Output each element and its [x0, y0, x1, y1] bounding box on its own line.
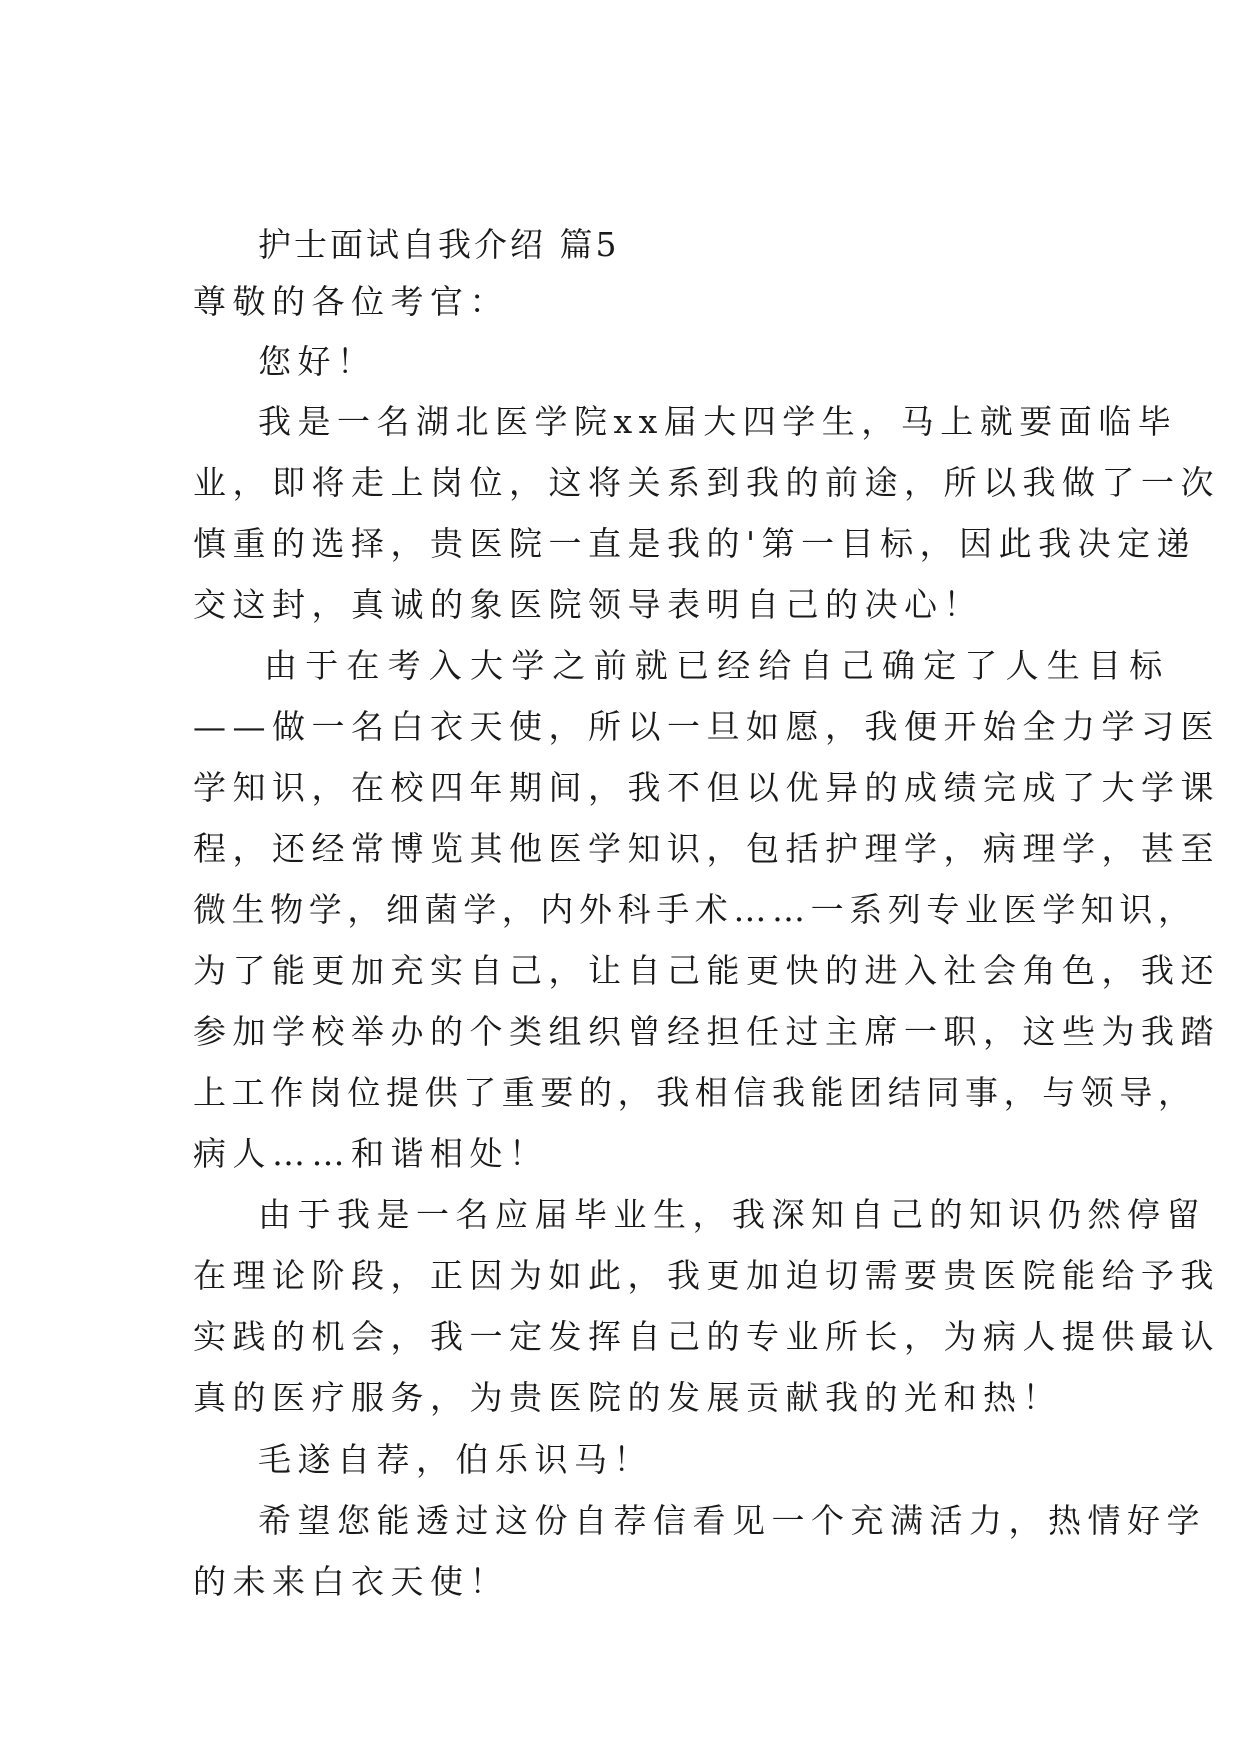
paragraph-line: 由于我是一名应届毕业生，我深知自己的知识仍然停留 [258, 1195, 1206, 1234]
paragraph-line: 由于在考入大学之前就已经给自己确定了人生目标 [264, 646, 1171, 685]
paragraph-line: 交这封，真诚的象医院领导表明自己的决心！ [193, 585, 983, 624]
paragraph-line: 上工作岗位提供了重要的，我相信我能团结同事，与领导， [193, 1073, 1197, 1112]
paragraph-4: 毛遂自荐，伯乐识马！ [258, 1440, 653, 1479]
paragraph-line: 业，即将走上岗位，这将关系到我的前途，所以我做了一次 [193, 463, 1220, 502]
paragraph-line: 真的医疗服务，为贵医院的发展贡献我的光和热！ [193, 1378, 1062, 1417]
paragraph-line: 病人……和谐相处！ [193, 1134, 549, 1173]
paragraph-line: 希望您能透过这份自荐信看见一个充满活力，热情好学 [258, 1501, 1206, 1540]
paragraph-line: 实践的机会，我一定发挥自己的专业所长，为病人提供最认 [193, 1317, 1220, 1356]
paragraph-line: ——做一名白衣天使，所以一旦如愿，我便开始全力学习医 [193, 707, 1220, 746]
paragraph-line: 我是一名湖北医学院xx届大四学生，马上就要面临毕 [258, 402, 1178, 441]
paragraph-line: 微生物学，细菌学，内外科手术……一系列专业医学知识， [193, 890, 1197, 929]
paragraph-line: 为了能更加充实自己，让自己能更快的进入社会角色，我还 [193, 951, 1220, 990]
paragraph-line: 的未来白衣天使！ [193, 1562, 509, 1601]
salutation: 尊敬的各位考官： [193, 282, 509, 321]
paragraph-line: 程，还经常博览其他医学知识，包括护理学，病理学，甚至 [193, 829, 1220, 868]
greeting: 您好！ [258, 342, 377, 381]
paragraph-line: 学知识，在校四年期间，我不但以优异的成绩完成了大学课 [193, 768, 1220, 807]
paragraph-line: 慎重的选择，贵医院一直是我的'第一目标，因此我决定递 [193, 524, 1197, 563]
paragraph-line: 在理论阶段，正因为如此，我更加迫切需要贵医院能给予我 [193, 1256, 1220, 1295]
paragraph-line: 参加学校举办的个类组织曾经担任过主席一职，这些为我踏 [193, 1012, 1220, 1051]
document-heading: 护士面试自我介绍 篇5 [258, 225, 620, 264]
